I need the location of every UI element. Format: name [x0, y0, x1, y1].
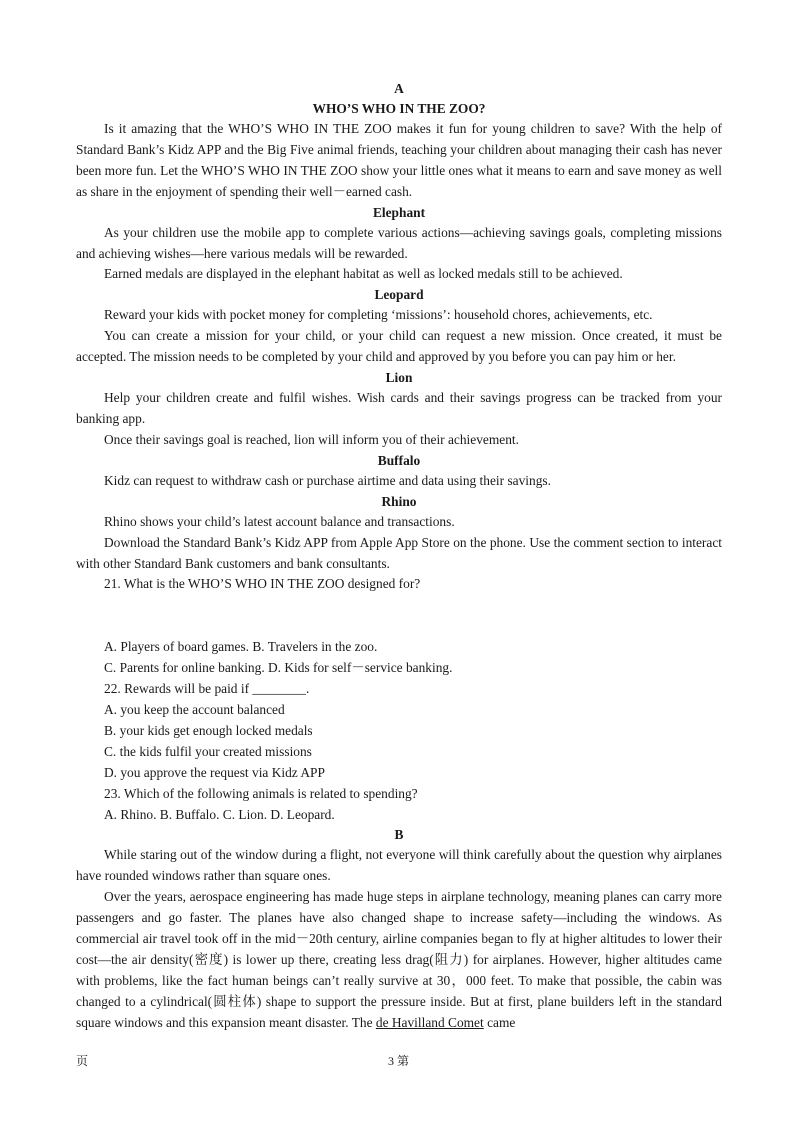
elephant-paragraph-2: Earned medals are displayed in the elephant habitat as well as locked medals still to be achieved. — [104, 266, 623, 282]
question-23-options: A. Rhino. B. Buffalo. C. Lion. D. Leopard. — [104, 806, 335, 822]
buffalo-heading: Buffalo — [377, 452, 421, 468]
answer-space — [76, 595, 722, 637]
leopard-paragraph-1: Reward your kids with pocket money for completing ‘missions’: household chores, achievements, etc. — [104, 307, 653, 323]
section-b-paragraph-2 — [76, 887, 722, 1033]
question-22-option-a: A. you keep the account balanced — [104, 702, 285, 718]
underlined-plane-name: de Havilland Comet — [375, 1014, 484, 1030]
rhino-heading: Rhino — [381, 493, 417, 509]
question-21: 21. What is the WHO’S WHO IN THE ZOO designed for? — [104, 576, 421, 592]
section-b-letter: B — [394, 827, 404, 843]
buffalo-paragraph-1: Kidz can request to withdraw cash or purchase airtime and data using their savings. — [104, 472, 551, 488]
lion-paragraph-1: Help your children create and fulfil wishes. Wish cards and their savings progress can be tracked from your banking app. — [76, 390, 722, 426]
question-22-option-b: B. your kids get enough locked medals — [104, 722, 313, 738]
section-b-paragraph-1: While staring out of the window during a flight, not everyone will think carefully about the question why airplanes have rounded windows rather than square ones. — [76, 847, 722, 884]
question-23: 23. Which of the following animals is related to spending? — [104, 785, 418, 801]
section-a-title: WHO’S WHO IN THE ZOO? — [312, 101, 486, 116]
page-content — [76, 79, 722, 1034]
question-21-options-ab: A. Players of board games. B. Travelers in the zoo. — [104, 639, 378, 655]
question-22-option-d: D. you approve the request via Kidz APP — [104, 764, 325, 780]
section-a-letter: A — [394, 81, 404, 96]
section-b-paragraph-2-end: came — [483, 1014, 516, 1030]
question-22-option-c: C. the kids fulfil your created missions — [104, 743, 312, 759]
elephant-heading: Elephant — [372, 204, 426, 220]
leopard-paragraph-2: You can create a mission for your child, or your child can request a new mission. Once created, it must be accepted. The mission needs to be completed by your child and approved by you before you can pay him or her. — [76, 328, 722, 365]
footer-page-label: 页 — [76, 1054, 89, 1068]
footer-page-number: 3 第 — [388, 1054, 410, 1068]
section-a-intro: Is it amazing that the WHO’S WHO IN THE ZOO makes it fun for young children to save? With the help of Standard Bank’s Kidz APP and the Big Five animal friends, teaching your children about managing their cash has never been more fun. Let the WHO’S WHO IN THE ZOO show your little ones what it means to earn and save money as well as share in the enjoyment of spending their well－earned cash. — [76, 121, 722, 199]
question-22: 22. Rewards will be paid if ________. — [104, 681, 310, 697]
lion-heading: Lion — [385, 370, 413, 386]
leopard-heading: Leopard — [374, 287, 424, 303]
rhino-paragraph-1: Rhino shows your child’s latest account balance and transactions. — [104, 513, 455, 529]
lion-paragraph-2: Once their savings goal is reached, lion will inform you of their achievement. — [104, 431, 519, 447]
section-b-paragraph-2-text: Over the years, aerospace engineering has made huge steps in airplane technology, meaning planes can carry more passengers and go faster. The planes have also changed shape to increase safety—including the windows. As commercial air travel took off in the mid－20th century, airline companies began to fly at higher altitudes to lower their cost—the air density(密度) is lower up there, creating less drag(阻力) for airplanes. However, higher altitudes came with problems, like the fact human beings can’t really survive at 30，000 feet. To make that possible, the cabin was changed to a cylindrical(圆柱体) shape to support the pressure inside. But at first, plane builders left in the standard square windows and this expansion meant disaster. The — [76, 889, 722, 1030]
question-21-options-cd: C. Parents for online banking. D. Kids for self－service banking. — [104, 660, 453, 676]
elephant-paragraph-1: As your children use the mobile app to complete various actions—achieving savings goals, completing missions and achieving wishes—here various medals will be rewarded. — [76, 224, 722, 261]
rhino-paragraph-2: Download the Standard Bank’s Kidz APP from Apple App Store on the phone. Use the comment section to interact with other Standard Bank customers and bank consultants. — [76, 534, 722, 571]
